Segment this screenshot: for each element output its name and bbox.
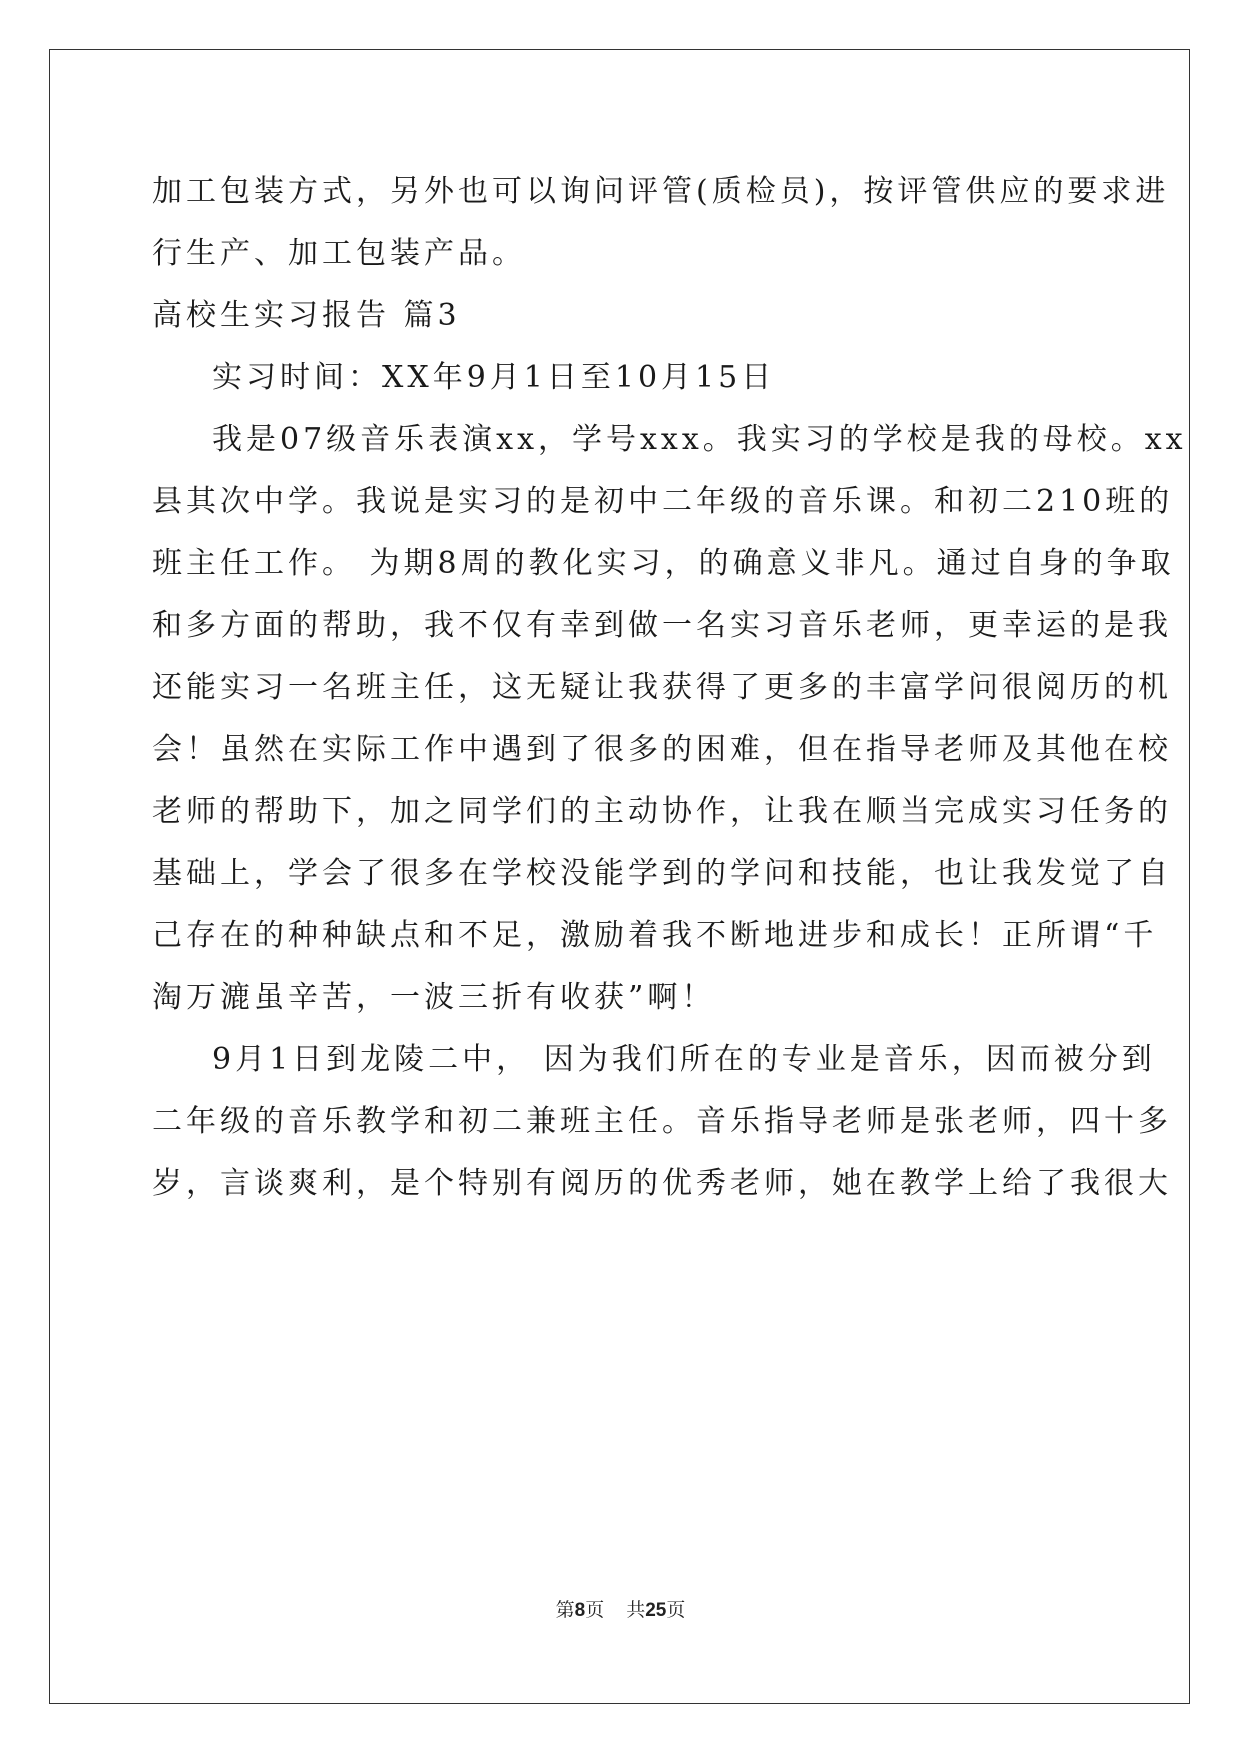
body-line-2: 行生产、加工包装产品。 [152, 236, 526, 271]
body-line-11: 老师的帮助下，加之同学们的主动协作，让我在顺当完成实习任务的 [152, 794, 1172, 829]
footer-prefix: 第 [555, 1599, 575, 1621]
body-line-9: 还能实习一名班主任，这无疑让我获得了更多的丰富学问很阅历的机 [152, 670, 1172, 705]
current-page-number: 8 [574, 1600, 586, 1621]
footer-page-unit: 页 [585, 1599, 605, 1621]
body-line-6: 县其次中学。我说是实习的是初中二年级的音乐课。和初二210班的 [152, 484, 1174, 519]
body-line-5: 我是07级音乐表演xx，学号xxx。我实习的学校是我的母校。xx [212, 422, 1187, 457]
footer-total-unit: 页 [666, 1599, 686, 1621]
total-page-count: 25 [645, 1600, 667, 1621]
body-line-8: 和多方面的帮助，我不仅有幸到做一名实习音乐老师，更幸运的是我 [152, 608, 1172, 643]
page-footer [0, 1598, 1241, 1623]
body-line-14: 淘万漉虽辛苦，一波三折有收获”啊！ [152, 980, 716, 1015]
body-line-12: 基础上，学会了很多在学校没能学到的学问和技能，也让我发觉了自 [152, 856, 1172, 891]
body-line-17: 岁，言谈爽利，是个特别有阅历的优秀老师，她在教学上给了我很大 [152, 1166, 1172, 1201]
footer-total-prefix: 共 [626, 1599, 646, 1621]
internship-period: 实习时间：XX年9月1日至10月15日 [212, 360, 776, 395]
body-line-1: 加工包装方式，另外也可以询问评管(质检员)，按评管供应的要求进 [152, 174, 1170, 209]
section-heading: 高校生实习报告 篇3 [152, 298, 461, 333]
body-line-13: 己存在的种种缺点和不足，激励着我不断地进步和成长！正所谓“千 [152, 918, 1158, 953]
body-line-10: 会！虽然在实际工作中遇到了很多的困难，但在指导老师及其他在校 [152, 732, 1172, 767]
body-line-7: 班主任工作。 为期8周的教化实习，的确意义非凡。通过自身的争取 [152, 546, 1175, 581]
body-line-16: 二年级的音乐教学和初二兼班主任。音乐指导老师是张老师，四十多 [152, 1104, 1172, 1139]
body-line-15: 9月1日到龙陵二中， 因为我们所在的专业是音乐，因而被分到 [212, 1042, 1156, 1077]
